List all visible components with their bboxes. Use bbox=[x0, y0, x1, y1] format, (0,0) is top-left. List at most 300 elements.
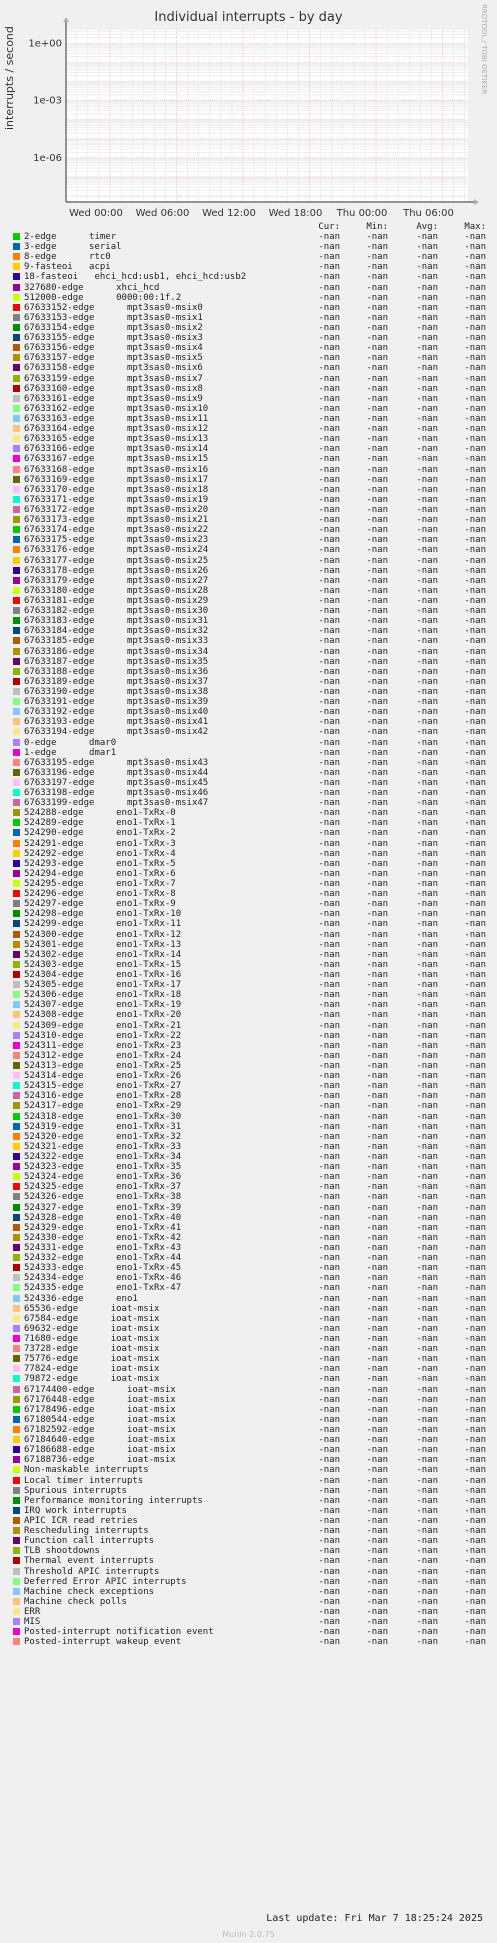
legend-series-name: Thermal event interrupts bbox=[24, 1556, 155, 1567]
legend-value-min: -nan bbox=[366, 1344, 388, 1355]
legend-value-cur: -nan bbox=[318, 515, 340, 526]
legend-row bbox=[0, 525, 497, 535]
legend-value-cur: -nan bbox=[318, 343, 340, 354]
legend-swatch bbox=[13, 334, 20, 341]
legend-row bbox=[0, 283, 497, 293]
legend-value-min: -nan bbox=[366, 1475, 388, 1486]
legend-series-name: 524293-edge eno1-TxRx-5 bbox=[24, 858, 176, 869]
legend-value-max: -nan bbox=[464, 1071, 486, 1082]
legend-value-cur: -nan bbox=[318, 1283, 340, 1294]
legend-value-cur: -nan bbox=[318, 1061, 340, 1072]
legend-value-min: -nan bbox=[366, 1313, 388, 1324]
legend-swatch bbox=[13, 1264, 20, 1271]
legend-value-cur: -nan bbox=[318, 646, 340, 657]
legend-value-cur: -nan bbox=[318, 1344, 340, 1355]
legend-value-avg: -nan bbox=[416, 474, 438, 485]
legend-swatch bbox=[13, 637, 20, 644]
legend-value-max: -nan bbox=[464, 1020, 486, 1031]
legend-value-min: -nan bbox=[366, 1323, 388, 1334]
legend-row bbox=[0, 1395, 497, 1405]
legend-value-min: -nan bbox=[366, 545, 388, 556]
chart-plot bbox=[0, 0, 497, 222]
legend-row bbox=[0, 1526, 497, 1536]
legend-value-max: -nan bbox=[464, 646, 486, 657]
legend-row bbox=[0, 1486, 497, 1496]
legend-value-cur: -nan bbox=[318, 252, 340, 263]
legend-row bbox=[0, 1091, 497, 1101]
legend-value-min: -nan bbox=[366, 515, 388, 526]
last-update: Last update: Fri Mar 7 18:25:24 2025 bbox=[266, 1913, 483, 1924]
legend-value-min: -nan bbox=[366, 585, 388, 596]
legend-row bbox=[0, 404, 497, 414]
legend-value-avg: -nan bbox=[416, 727, 438, 738]
legend-series-name: 524294-edge eno1-TxRx-6 bbox=[24, 868, 176, 879]
legend-series-name: 67633168-edge mpt3sas0-msix16 bbox=[24, 464, 209, 475]
legend-value-min: -nan bbox=[366, 1253, 388, 1264]
legend-swatch bbox=[13, 1568, 20, 1575]
legend-value-min: -nan bbox=[366, 980, 388, 991]
legend-value-max: -nan bbox=[464, 686, 486, 697]
legend-series-name: 524334-edge eno1-TxRx-46 bbox=[24, 1273, 182, 1284]
legend-series-name: 67633175-edge mpt3sas0-msix23 bbox=[24, 535, 209, 546]
legend-value-avg: -nan bbox=[416, 252, 438, 263]
legend-value-min: -nan bbox=[366, 858, 388, 869]
legend-row bbox=[0, 839, 497, 849]
legend-swatch bbox=[13, 1062, 20, 1069]
legend-swatch bbox=[13, 698, 20, 705]
legend-series-name: 65536-edge ioat-msix bbox=[24, 1303, 160, 1314]
legend-value-cur: -nan bbox=[318, 545, 340, 556]
legend-value-cur: -nan bbox=[318, 980, 340, 991]
legend-value-max: -nan bbox=[464, 1424, 486, 1435]
legend-value-min: -nan bbox=[366, 262, 388, 273]
legend-value-min: -nan bbox=[366, 1404, 388, 1415]
legend-value-max: -nan bbox=[464, 1526, 486, 1537]
legend-value-avg: -nan bbox=[416, 383, 438, 394]
legend-value-min: -nan bbox=[366, 1414, 388, 1425]
legend-value-min: -nan bbox=[366, 889, 388, 900]
legend-value-min: -nan bbox=[366, 818, 388, 829]
legend-series-name: 524307-edge eno1-TxRx-19 bbox=[24, 1000, 182, 1011]
legend-value-max: -nan bbox=[464, 575, 486, 586]
legend-value-max: -nan bbox=[464, 737, 486, 748]
legend-row bbox=[0, 1476, 497, 1486]
legend-value-max: -nan bbox=[464, 808, 486, 819]
legend-series-name: 524300-edge eno1-TxRx-12 bbox=[24, 929, 182, 940]
legend-row bbox=[0, 1637, 497, 1647]
legend-value-min: -nan bbox=[366, 343, 388, 354]
legend-value-cur: -nan bbox=[318, 1627, 340, 1638]
legend-row bbox=[0, 697, 497, 707]
legend-value-max: -nan bbox=[464, 1091, 486, 1102]
legend-series-name: 524323-edge eno1-TxRx-35 bbox=[24, 1162, 182, 1173]
legend-swatch bbox=[13, 1436, 20, 1443]
legend-value-max: -nan bbox=[464, 1556, 486, 1567]
legend-value-cur: -nan bbox=[318, 707, 340, 718]
legend-value-avg: -nan bbox=[416, 1617, 438, 1628]
legend-value-cur: -nan bbox=[318, 1172, 340, 1183]
legend-value-avg: -nan bbox=[416, 343, 438, 354]
legend-value-avg: -nan bbox=[416, 717, 438, 728]
legend-value-avg: -nan bbox=[416, 1182, 438, 1193]
legend-row bbox=[0, 1374, 497, 1384]
legend-series-name: 524330-edge eno1-TxRx-42 bbox=[24, 1232, 182, 1243]
legend-swatch bbox=[13, 557, 20, 564]
legend-value-cur: -nan bbox=[318, 1141, 340, 1152]
legend-value-avg: -nan bbox=[416, 373, 438, 384]
legend-series-name: 524315-edge eno1-TxRx-27 bbox=[24, 1081, 182, 1092]
legend-swatch bbox=[13, 1517, 20, 1524]
legend-value-cur: -nan bbox=[318, 1303, 340, 1314]
legend-series-name: 67633191-edge mpt3sas0-msix39 bbox=[24, 697, 209, 708]
legend-swatch bbox=[13, 789, 20, 796]
legend-series-name: 524308-edge eno1-TxRx-20 bbox=[24, 1010, 182, 1021]
legend-series-name: 524297-edge eno1-TxRx-9 bbox=[24, 899, 176, 910]
legend-value-avg: -nan bbox=[416, 1515, 438, 1526]
y-axis-arrow bbox=[63, 17, 69, 22]
legend-swatch bbox=[13, 890, 20, 897]
legend-value-cur: -nan bbox=[318, 1313, 340, 1324]
legend-row bbox=[0, 828, 497, 838]
legend-value-cur: -nan bbox=[318, 949, 340, 960]
legend-swatch bbox=[13, 1527, 20, 1534]
legend-value-avg: -nan bbox=[416, 798, 438, 809]
legend-value-avg: -nan bbox=[416, 1556, 438, 1567]
legend-row bbox=[0, 667, 497, 677]
legend-value-min: -nan bbox=[366, 1546, 388, 1557]
legend-series-name: 67633161-edge mpt3sas0-msix9 bbox=[24, 393, 203, 404]
legend-swatch bbox=[13, 1628, 20, 1635]
legend-series-name: Non-maskable interrupts bbox=[24, 1465, 149, 1476]
legend-swatch bbox=[13, 405, 20, 412]
legend-value-avg: -nan bbox=[416, 838, 438, 849]
legend-swatch bbox=[13, 526, 20, 533]
legend-value-cur: -nan bbox=[318, 1091, 340, 1102]
legend-value-min: -nan bbox=[366, 919, 388, 930]
legend-value-avg: -nan bbox=[416, 1596, 438, 1607]
legend-value-avg: -nan bbox=[416, 1212, 438, 1223]
legend-value-avg: -nan bbox=[416, 1344, 438, 1355]
legend-series-name: 9-fasteoi acpi bbox=[24, 262, 111, 273]
legend-value-max: -nan bbox=[464, 1323, 486, 1334]
legend-series-name: 67633195-edge mpt3sas0-msix43 bbox=[24, 757, 209, 768]
legend-series-name: 67633197-edge mpt3sas0-msix45 bbox=[24, 777, 209, 788]
legend-row bbox=[0, 1385, 497, 1395]
legend-value-cur: -nan bbox=[318, 990, 340, 1001]
legend-value-avg: -nan bbox=[416, 535, 438, 546]
legend-value-min: -nan bbox=[366, 1536, 388, 1547]
legend-swatch bbox=[13, 1022, 20, 1029]
legend-value-avg: -nan bbox=[416, 515, 438, 526]
legend-value-avg: -nan bbox=[416, 1354, 438, 1365]
legend-value-cur: -nan bbox=[318, 1030, 340, 1041]
legend-row bbox=[0, 1071, 497, 1081]
legend-row bbox=[0, 414, 497, 424]
legend-value-avg: -nan bbox=[416, 1424, 438, 1435]
legend-swatch bbox=[13, 1254, 20, 1261]
legend-value-max: -nan bbox=[464, 403, 486, 414]
legend-series-name: 67633194-edge mpt3sas0-msix42 bbox=[24, 727, 209, 738]
legend-swatch bbox=[13, 900, 20, 907]
legend-value-avg: -nan bbox=[416, 1606, 438, 1617]
legend-value-avg: -nan bbox=[416, 1081, 438, 1092]
legend-value-avg: -nan bbox=[416, 1566, 438, 1577]
legend-value-avg: -nan bbox=[416, 1485, 438, 1496]
legend-value-max: -nan bbox=[464, 1131, 486, 1142]
legend-value-cur: -nan bbox=[318, 1253, 340, 1264]
legend-value-min: -nan bbox=[366, 727, 388, 738]
legend-value-min: -nan bbox=[366, 1243, 388, 1253]
legend-value-avg: -nan bbox=[416, 1101, 438, 1112]
legend-value-max: -nan bbox=[464, 879, 486, 890]
legend-value-max: -nan bbox=[464, 1404, 486, 1415]
legend-value-avg: -nan bbox=[416, 1121, 438, 1132]
legend-value-cur: -nan bbox=[318, 1495, 340, 1506]
legend-value-cur: -nan bbox=[318, 828, 340, 839]
legend-series-name: Machine check exceptions bbox=[24, 1586, 155, 1597]
legend-series-name: 524289-edge eno1-TxRx-1 bbox=[24, 818, 176, 829]
legend-series-name: 79872-edge ioat-msix bbox=[24, 1374, 160, 1385]
legend-swatch bbox=[13, 759, 20, 766]
legend-value-max: -nan bbox=[464, 545, 486, 556]
legend-value-max: -nan bbox=[464, 980, 486, 991]
legend-series-name: 18-fasteoi ehci_hcd:usb1, ehci_hcd:usb2 bbox=[24, 272, 247, 283]
legend-value-min: -nan bbox=[366, 929, 388, 940]
legend-value-cur: -nan bbox=[318, 1424, 340, 1435]
legend-row bbox=[0, 1213, 497, 1223]
legend-value-avg: -nan bbox=[416, 413, 438, 424]
legend-series-name: 67633166-edge mpt3sas0-msix14 bbox=[24, 444, 209, 455]
legend-value-min: -nan bbox=[366, 1606, 388, 1617]
legend-series-name: Posted-interrupt wakeup event bbox=[24, 1637, 182, 1648]
legend-value-max: -nan bbox=[464, 504, 486, 515]
legend-value-cur: -nan bbox=[318, 939, 340, 950]
legend-value-min: -nan bbox=[366, 413, 388, 424]
legend-row bbox=[0, 727, 497, 737]
legend-value-max: -nan bbox=[464, 383, 486, 394]
legend-value-min: -nan bbox=[366, 1222, 388, 1233]
legend-value-cur: -nan bbox=[318, 413, 340, 424]
legend-swatch bbox=[13, 496, 20, 503]
legend-swatch bbox=[13, 314, 20, 321]
legend-row bbox=[0, 303, 497, 313]
legend-swatch bbox=[13, 658, 20, 665]
legend-row bbox=[0, 1132, 497, 1142]
legend-swatch bbox=[13, 1274, 20, 1281]
legend-value-avg: -nan bbox=[416, 322, 438, 333]
legend-value-max: -nan bbox=[464, 1485, 486, 1496]
legend-series-name: 67633187-edge mpt3sas0-msix35 bbox=[24, 656, 209, 667]
legend-value-min: -nan bbox=[366, 535, 388, 546]
legend-value-max: -nan bbox=[464, 1050, 486, 1061]
legend-value-min: -nan bbox=[366, 383, 388, 394]
legend-value-max: -nan bbox=[464, 798, 486, 809]
legend-swatch bbox=[13, 1588, 20, 1595]
legend-value-min: -nan bbox=[366, 909, 388, 920]
legend-swatch bbox=[13, 870, 20, 877]
legend-row bbox=[0, 919, 497, 929]
legend-row bbox=[0, 849, 497, 859]
legend-value-avg: -nan bbox=[416, 788, 438, 799]
legend-value-max: -nan bbox=[464, 252, 486, 263]
legend-series-name: 67186688-edge ioat-msix bbox=[24, 1445, 176, 1456]
legend-value-avg: -nan bbox=[416, 575, 438, 586]
legend-value-cur: -nan bbox=[318, 858, 340, 869]
legend-value-cur: -nan bbox=[318, 1121, 340, 1132]
legend-row bbox=[0, 1455, 497, 1465]
legend-value-min: -nan bbox=[366, 686, 388, 697]
legend-value-cur: -nan bbox=[318, 1111, 340, 1122]
legend-value-cur: -nan bbox=[318, 242, 340, 253]
legend-swatch bbox=[13, 1446, 20, 1453]
legend-swatch bbox=[13, 1244, 20, 1251]
legend-row bbox=[0, 1607, 497, 1617]
legend-swatch bbox=[13, 799, 20, 806]
legend-row bbox=[0, 616, 497, 626]
legend-value-min: -nan bbox=[366, 312, 388, 323]
legend-value-avg: -nan bbox=[416, 889, 438, 900]
legend-series-name: 524290-edge eno1-TxRx-2 bbox=[24, 828, 176, 839]
legend-swatch bbox=[13, 819, 20, 826]
legend-value-cur: -nan bbox=[318, 363, 340, 374]
legend-series-name: 524324-edge eno1-TxRx-36 bbox=[24, 1172, 182, 1183]
legend-series-name: 327680-edge xhci_hcd bbox=[24, 282, 160, 293]
legend-series-name: 524333-edge eno1-TxRx-45 bbox=[24, 1263, 182, 1274]
legend-row bbox=[0, 778, 497, 788]
legend-value-max: -nan bbox=[464, 333, 486, 344]
legend-value-max: -nan bbox=[464, 585, 486, 596]
legend-value-cur: -nan bbox=[318, 1455, 340, 1466]
legend-value-cur: -nan bbox=[318, 970, 340, 981]
legend-value-min: -nan bbox=[366, 1556, 388, 1567]
legend-value-max: -nan bbox=[464, 1141, 486, 1152]
legend-value-min: -nan bbox=[366, 282, 388, 293]
legend-value-cur: -nan bbox=[318, 1364, 340, 1375]
legend-value-max: -nan bbox=[464, 1283, 486, 1294]
legend-value-cur: -nan bbox=[318, 1182, 340, 1193]
legend-row bbox=[0, 566, 497, 576]
legend-row bbox=[0, 1263, 497, 1273]
legend-value-max: -nan bbox=[464, 1061, 486, 1072]
legend-series-name: 524291-edge eno1-TxRx-3 bbox=[24, 838, 176, 849]
legend-value-max: -nan bbox=[464, 1394, 486, 1405]
legend-row bbox=[0, 1273, 497, 1283]
legend-value-avg: -nan bbox=[416, 919, 438, 930]
legend-row bbox=[0, 1243, 497, 1253]
legend-row bbox=[0, 323, 497, 333]
legend-value-max: -nan bbox=[464, 525, 486, 536]
legend-swatch bbox=[13, 415, 20, 422]
legend-series-name: 67633171-edge mpt3sas0-msix19 bbox=[24, 494, 209, 505]
legend-row bbox=[0, 596, 497, 606]
legend-value-cur: -nan bbox=[318, 1586, 340, 1597]
legend-value-max: -nan bbox=[464, 757, 486, 768]
legend-value-avg: -nan bbox=[416, 686, 438, 697]
legend-series-name: 67184640-edge ioat-msix bbox=[24, 1435, 176, 1446]
legend-value-cur: -nan bbox=[318, 848, 340, 859]
legend-value-cur: -nan bbox=[318, 464, 340, 475]
legend-value-avg: -nan bbox=[416, 504, 438, 515]
legend-value-min: -nan bbox=[366, 1152, 388, 1162]
legend-row bbox=[0, 394, 497, 404]
legend-swatch bbox=[13, 829, 20, 836]
plot-area bbox=[66, 28, 468, 202]
legend-series-name: Spurious interrupts bbox=[24, 1485, 127, 1496]
legend-row bbox=[0, 485, 497, 495]
legend-series-name: 67633153-edge mpt3sas0-msix1 bbox=[24, 312, 203, 323]
legend-series-name: 67633184-edge mpt3sas0-msix32 bbox=[24, 626, 209, 637]
legend-series-name: 524318-edge eno1-TxRx-30 bbox=[24, 1111, 182, 1122]
legend-value-max: -nan bbox=[464, 1313, 486, 1324]
legend-value-cur: -nan bbox=[318, 788, 340, 799]
legend-swatch bbox=[13, 546, 20, 553]
legend-swatch bbox=[13, 931, 20, 938]
legend-value-cur: -nan bbox=[318, 1050, 340, 1061]
legend-value-max: -nan bbox=[464, 424, 486, 435]
legend-value-min: -nan bbox=[366, 606, 388, 617]
legend-series-name: 524317-edge eno1-TxRx-29 bbox=[24, 1101, 182, 1112]
legend-series-name: 67633189-edge mpt3sas0-msix37 bbox=[24, 676, 209, 687]
legend-value-cur: -nan bbox=[318, 585, 340, 596]
legend-value-max: -nan bbox=[464, 1384, 486, 1395]
legend-row bbox=[0, 1101, 497, 1111]
legend-value-cur: -nan bbox=[318, 1333, 340, 1344]
legend-swatch bbox=[13, 1072, 20, 1079]
legend-value-avg: -nan bbox=[416, 1404, 438, 1415]
legend-series-name: 524296-edge eno1-TxRx-8 bbox=[24, 889, 176, 900]
legend-swatch bbox=[13, 1345, 20, 1352]
legend-value-cur: -nan bbox=[318, 1131, 340, 1142]
legend-value-avg: -nan bbox=[416, 424, 438, 435]
legend-value-avg: -nan bbox=[416, 312, 438, 323]
legend-value-avg: -nan bbox=[416, 363, 438, 374]
legend-swatch bbox=[13, 263, 20, 270]
legend-value-avg: -nan bbox=[416, 990, 438, 1001]
legend-swatch bbox=[13, 951, 20, 958]
legend-value-min: -nan bbox=[366, 1617, 388, 1628]
legend-series-name: 67633182-edge mpt3sas0-msix30 bbox=[24, 606, 209, 617]
legend-value-cur: -nan bbox=[318, 282, 340, 293]
legend-swatch bbox=[13, 749, 20, 756]
legend-value-min: -nan bbox=[366, 1586, 388, 1597]
legend-value-cur: -nan bbox=[318, 444, 340, 455]
legend-series-name: 77824-edge ioat-msix bbox=[24, 1364, 160, 1375]
legend-row bbox=[0, 1253, 497, 1263]
legend-value-avg: -nan bbox=[416, 1263, 438, 1274]
legend-row bbox=[0, 1556, 497, 1566]
legend-row bbox=[0, 242, 497, 252]
legend-swatch bbox=[13, 577, 20, 584]
x-tick-label: Wed 12:00 bbox=[202, 208, 256, 219]
legend-series-name: 524292-edge eno1-TxRx-4 bbox=[24, 848, 176, 859]
legend-row bbox=[0, 353, 497, 363]
legend-swatch bbox=[13, 1133, 20, 1140]
legend-row bbox=[0, 1314, 497, 1324]
legend-row bbox=[0, 980, 497, 990]
legend-value-min: -nan bbox=[366, 1364, 388, 1375]
legend-value-max: -nan bbox=[464, 606, 486, 617]
legend-row bbox=[0, 343, 497, 353]
legend-series-name: 524335-edge eno1-TxRx-47 bbox=[24, 1283, 182, 1294]
legend-value-min: -nan bbox=[366, 838, 388, 849]
legend-value-min: -nan bbox=[366, 949, 388, 960]
legend-value-avg: -nan bbox=[416, 777, 438, 788]
legend-value-cur: -nan bbox=[318, 484, 340, 495]
y-tick-label: 1e-03 bbox=[33, 95, 62, 107]
legend-value-max: -nan bbox=[464, 292, 486, 303]
legend-series-name: 524311-edge eno1-TxRx-23 bbox=[24, 1040, 182, 1051]
legend-swatch bbox=[13, 718, 20, 725]
